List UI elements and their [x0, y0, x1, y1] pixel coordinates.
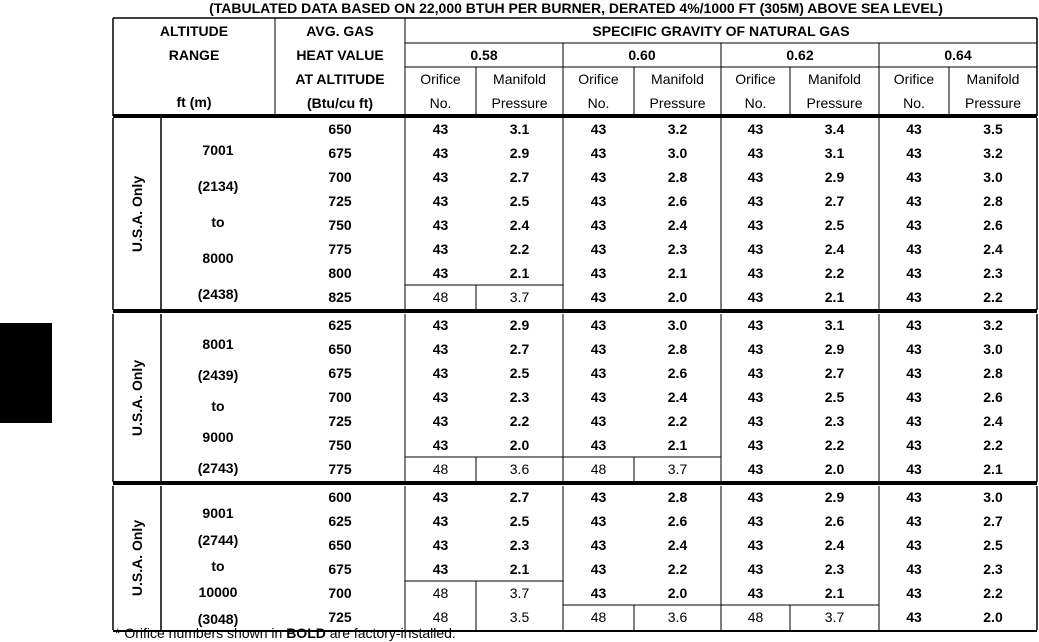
heat-value-cell: 625 [328, 513, 352, 529]
manifold-pressure-cell: 2.8 [667, 489, 688, 505]
heat-value-cell: 825 [328, 289, 352, 305]
altitude-range-text: to [211, 558, 225, 574]
orifice-cell: 43 [590, 513, 607, 529]
altitude-range-text: (3048) [197, 610, 239, 627]
manifold-pressure-cell: 2.0 [509, 437, 530, 453]
table-caption: (TABULATED DATA BASED ON 22,000 BTUH PER BURNER, DERATED 4%/1000 FT (305M) ABOVE SEA LEVEL) [209, 0, 943, 16]
manifold-pressure-cell: 2.4 [509, 217, 530, 233]
heat-value-cell: 600 [328, 489, 352, 505]
manifold-pressure-cell: 2.8 [667, 169, 688, 185]
altitude-range-text: to [211, 398, 225, 414]
manifold-pressure-cell: 2.2 [824, 265, 845, 281]
orifice-cell: 43 [747, 317, 764, 333]
manifold-pressure-cell: 2.1 [509, 561, 530, 577]
manifold-pressure-cell: 2.4 [667, 217, 688, 233]
manifold-pressure-cell: 2.3 [509, 537, 530, 553]
manifold-pressure-cell: 3.7 [509, 289, 530, 305]
altitude-header: RANGE [168, 47, 220, 63]
manifold-pressure-cell: 2.2 [667, 413, 688, 429]
orifice-cell: 43 [906, 265, 922, 281]
orifice-cell: 43 [906, 513, 922, 529]
orifice-cell: 43 [747, 585, 764, 601]
manifold-pressure-cell: 2.3 [983, 265, 1003, 281]
altitude-header: ALTITUDE [159, 23, 229, 39]
heat-value-cell: 725 [328, 413, 352, 429]
heat-value-cell: 700 [328, 389, 352, 405]
altitude-range-text: 8001 [202, 335, 234, 352]
orifice-cell: 43 [590, 145, 607, 161]
manifold-pressure-cell: 2.2 [509, 241, 530, 257]
orifice-header: No. [429, 95, 452, 111]
orifice-cell: 43 [432, 121, 449, 137]
orifice-cell: 48 [432, 461, 449, 477]
manifold-pressure-cell: 2.3 [824, 561, 845, 577]
manifold-pressure-cell: 3.5 [509, 609, 530, 625]
heat-value-cell: 700 [328, 169, 352, 185]
altitude-range-text: (2134) [197, 178, 239, 194]
orifice-cell: 43 [432, 513, 449, 529]
orifice-cell: 43 [906, 461, 922, 477]
manifold-pressure-cell: 2.4 [667, 389, 688, 405]
manifold-pressure-cell: 2.8 [983, 193, 1003, 209]
orifice-cell: 48 [432, 609, 449, 625]
altitude-range-text: (2439) [197, 366, 239, 383]
manifold-pressure-cell: 2.1 [667, 437, 688, 453]
manifold-pressure-cell: 2.0 [667, 289, 688, 305]
orifice-cell: 43 [747, 365, 764, 381]
manifold-pressure-cell: 2.9 [509, 145, 530, 161]
orifice-cell: 43 [747, 241, 764, 257]
orifice-cell: 43 [432, 437, 449, 453]
manifold-pressure-cell: 3.6 [667, 609, 688, 625]
manifold-pressure-cell: 2.4 [983, 413, 1003, 429]
heat-value-header: AVG. GAS [306, 23, 374, 39]
altitude-range-text: (2744) [197, 531, 239, 548]
orifice-cell: 43 [906, 389, 922, 405]
manifold-pressure-cell: 2.6 [824, 513, 845, 529]
specific-gravity-value: 0.60 [628, 47, 656, 63]
manifold-pressure-cell: 3.0 [667, 145, 688, 161]
orifice-cell: 43 [590, 341, 607, 357]
manifold-pressure-cell: 2.5 [824, 389, 845, 405]
manifold-header: Manifold [651, 71, 704, 87]
manifold-pressure-cell: 2.9 [824, 489, 845, 505]
heat-value-cell: 775 [328, 241, 352, 257]
orifice-cell: 43 [747, 169, 764, 185]
heat-value-unit-header: (Btu/cu ft) [306, 95, 374, 111]
orifice-cell: 43 [590, 561, 607, 577]
orifice-cell: 43 [747, 265, 764, 281]
altitude-range-text: 9000 [202, 429, 234, 446]
orifice-cell: 43 [906, 145, 922, 161]
orifice-cell: 43 [590, 585, 607, 601]
manifold-pressure-cell: 2.0 [667, 585, 688, 601]
manifold-pressure-cell: 3.2 [667, 121, 688, 137]
orifice-cell: 43 [906, 121, 922, 137]
manifold-pressure-cell: 2.5 [509, 513, 530, 529]
orifice-cell: 43 [590, 537, 607, 553]
orifice-cell: 43 [590, 317, 607, 333]
orifice-cell: 43 [747, 513, 764, 529]
orifice-cell: 43 [906, 341, 922, 357]
heat-value-cell: 750 [328, 437, 352, 453]
heat-value-cell: 675 [328, 561, 352, 577]
manifold-pressure-cell: 3.7 [824, 609, 845, 625]
altitude-unit-header: ft (m) [176, 94, 212, 110]
manifold-pressure-cell: 2.2 [983, 437, 1003, 453]
footnote-bold-word: BOLD [286, 625, 326, 641]
orifice-header: Orifice [893, 71, 935, 87]
manifold-pressure-cell: 3.7 [667, 461, 688, 477]
manifold-pressure-cell: 2.5 [983, 537, 1003, 553]
manifold-pressure-cell: 2.5 [509, 365, 530, 381]
orifice-cell: 43 [906, 169, 922, 185]
manifold-pressure-cell: 2.8 [983, 365, 1003, 381]
orifice-cell: 43 [906, 217, 922, 233]
manifold-pressure-cell: 2.9 [824, 341, 845, 357]
orifice-cell: 43 [432, 365, 449, 381]
manifold-pressure-cell: 2.4 [824, 241, 845, 257]
orifice-cell: 43 [590, 365, 607, 381]
manifold-header: Pressure [649, 95, 706, 111]
manifold-pressure-cell: 2.7 [509, 341, 530, 357]
manifold-pressure-cell: 2.2 [824, 437, 845, 453]
footnote [115, 624, 456, 642]
manifold-pressure-cell: 2.6 [667, 365, 688, 381]
manifold-header: Pressure [964, 95, 1022, 111]
orifice-cell: 43 [432, 317, 449, 333]
orifice-header: Orifice [735, 71, 776, 87]
orifice-cell: 43 [432, 169, 449, 185]
manifold-pressure-cell: 3.0 [983, 489, 1003, 505]
manifold-pressure-cell: 2.7 [983, 513, 1003, 529]
region-label: U.S.A. Only [129, 519, 145, 597]
orifice-cell: 43 [747, 561, 764, 577]
manifold-pressure-cell: 2.0 [983, 609, 1003, 625]
orifice-cell: 43 [906, 489, 922, 505]
manifold-pressure-cell: 2.6 [667, 193, 688, 209]
orifice-cell: 43 [432, 217, 449, 233]
manifold-pressure-cell: 2.3 [983, 561, 1003, 577]
orifice-cell: 43 [432, 341, 449, 357]
heat-value-cell: 800 [328, 265, 352, 281]
manifold-pressure-cell: 2.2 [667, 561, 688, 577]
manifold-pressure-cell: 2.1 [667, 265, 688, 281]
orifice-cell: 43 [906, 317, 922, 333]
heat-value-header: AT ALTITUDE [295, 71, 385, 87]
orifice-cell: 43 [906, 193, 922, 209]
manifold-pressure-cell: 2.6 [983, 217, 1003, 233]
manifold-pressure-cell: 3.0 [983, 169, 1003, 185]
manifold-pressure-cell: 2.2 [983, 585, 1003, 601]
orifice-header: Orifice [420, 71, 461, 87]
manifold-pressure-cell: 2.7 [509, 169, 530, 185]
orifice-cell: 43 [906, 585, 922, 601]
orifice-cell: 43 [747, 121, 764, 137]
manifold-pressure-cell: 3.0 [983, 341, 1003, 357]
orifice-cell: 48 [432, 289, 449, 305]
manifold-header: Pressure [491, 95, 548, 111]
manifold-pressure-cell: 2.1 [824, 289, 845, 305]
orifice-cell: 43 [747, 461, 764, 477]
manifold-pressure-cell: 3.5 [983, 121, 1003, 137]
orifice-cell: 48 [590, 609, 607, 625]
heat-value-cell: 750 [328, 217, 352, 233]
specific-gravity-header: SPECIFIC GRAVITY OF NATURAL GAS [592, 23, 850, 39]
manifold-pressure-cell: 3.2 [983, 317, 1003, 333]
heat-value-cell: 650 [328, 341, 352, 357]
orifice-cell: 43 [747, 217, 764, 233]
manifold-header: Pressure [806, 95, 863, 111]
altitude-range-text: (2438) [197, 286, 239, 302]
heat-value-cell: 675 [328, 145, 352, 161]
orifice-cell: 43 [432, 389, 449, 405]
specific-gravity-value: 0.64 [944, 47, 972, 63]
orifice-cell: 43 [906, 241, 922, 257]
manifold-pressure-cell: 2.6 [983, 389, 1003, 405]
orifice-header: No. [744, 95, 767, 111]
heat-value-cell: 650 [328, 537, 352, 553]
orifice-cell: 43 [432, 413, 449, 429]
manifold-pressure-cell: 2.4 [983, 241, 1003, 257]
manifold-pressure-cell: 2.1 [983, 461, 1003, 477]
altitude-range-text: 8000 [202, 250, 234, 266]
manifold-pressure-cell: 2.7 [824, 193, 845, 209]
orifice-cell: 43 [590, 489, 607, 505]
manifold-pressure-cell: 3.1 [509, 121, 530, 137]
specific-gravity-value: 0.58 [470, 47, 498, 63]
orifice-cell: 43 [747, 437, 764, 453]
manifold-pressure-cell: 2.1 [824, 585, 845, 601]
footnote-prefix: * Orifice numbers shown in [115, 625, 287, 641]
manifold-pressure-cell: 3.0 [667, 317, 688, 333]
footnote-suffix: are factory-installed. [325, 625, 456, 641]
manifold-pressure-cell: 2.2 [509, 413, 530, 429]
orifice-cell: 43 [906, 537, 922, 553]
manifold-pressure-cell: 2.4 [824, 537, 845, 553]
manifold-pressure-cell: 3.6 [509, 461, 530, 477]
orifice-cell: 48 [590, 461, 607, 477]
manifold-pressure-cell: 2.5 [509, 193, 530, 209]
orifice-cell: 43 [432, 561, 449, 577]
orifice-cell: 43 [432, 241, 449, 257]
orifice-cell: 43 [747, 489, 764, 505]
heat-value-header: HEAT VALUE [296, 47, 384, 63]
heat-value-cell: 725 [328, 609, 352, 625]
altitude-range-text: to [211, 214, 225, 230]
manifold-pressure-cell: 2.7 [509, 489, 530, 505]
manifold-pressure-cell: 2.1 [509, 265, 530, 281]
heat-value-cell: 675 [328, 365, 352, 381]
orifice-cell: 43 [432, 145, 449, 161]
orifice-cell: 43 [590, 289, 607, 305]
manifold-pressure-cell: 2.3 [824, 413, 845, 429]
manifold-pressure-cell: 2.3 [667, 241, 688, 257]
orifice-cell: 43 [747, 193, 764, 209]
manifold-header: Manifold [493, 71, 546, 87]
manifold-pressure-cell: 2.5 [824, 217, 845, 233]
manifold-pressure-cell: 2.3 [509, 389, 530, 405]
manifold-pressure-cell: 2.0 [824, 461, 845, 477]
altitude-range-text: (2743) [197, 460, 239, 477]
specific-gravity-value: 0.62 [786, 47, 814, 63]
region-label: U.S.A. Only [129, 175, 145, 253]
orifice-cell: 43 [906, 413, 922, 429]
orifice-cell: 43 [432, 489, 449, 505]
manifold-pressure-cell: 2.7 [824, 365, 845, 381]
heat-value-cell: 725 [328, 193, 352, 209]
orifice-cell: 43 [747, 389, 764, 405]
orifice-cell: 43 [747, 537, 764, 553]
orifice-cell: 43 [432, 537, 449, 553]
altitude-range-text: 9001 [202, 505, 234, 522]
orifice-cell: 43 [747, 413, 764, 429]
orifice-cell: 43 [906, 561, 922, 577]
orifice-header: Orifice [578, 71, 619, 87]
heat-value-cell: 625 [328, 317, 352, 333]
orifice-cell: 43 [590, 389, 607, 405]
orifice-cell: 43 [747, 289, 764, 305]
manifold-header: Manifold [966, 71, 1020, 87]
orifice-header: No. [903, 95, 925, 111]
orifice-cell: 43 [590, 217, 607, 233]
heat-value-cell: 650 [328, 121, 352, 137]
orifice-header: No. [587, 95, 610, 111]
orifice-cell: 43 [590, 169, 607, 185]
manifold-pressure-cell: 2.9 [509, 317, 530, 333]
orifice-cell: 48 [432, 585, 449, 601]
heat-value-cell: 775 [328, 461, 352, 477]
heat-value-cell: 700 [328, 585, 352, 601]
manifold-pressure-cell: 3.2 [983, 145, 1003, 161]
manifold-pressure-cell: 3.1 [824, 145, 845, 161]
manifold-pressure-cell: 2.8 [667, 341, 688, 357]
orifice-cell: 43 [432, 265, 449, 281]
orifice-cell: 43 [906, 289, 922, 305]
orifice-cell: 43 [590, 265, 607, 281]
orifice-cell: 48 [747, 609, 764, 625]
region-label: U.S.A. Only [129, 359, 145, 437]
orifice-cell: 43 [590, 437, 607, 453]
orifice-cell: 43 [906, 365, 922, 381]
orifice-cell: 43 [590, 413, 607, 429]
manifold-pressure-cell: 3.1 [824, 317, 845, 333]
manifold-pressure-cell: 2.2 [983, 289, 1003, 305]
manifold-pressure-cell: 2.9 [824, 169, 845, 185]
altitude-range-text: 7001 [202, 142, 234, 158]
orifice-cell: 43 [590, 193, 607, 209]
orifice-cell: 43 [590, 241, 607, 257]
orifice-cell: 43 [590, 121, 607, 137]
manifold-pressure-cell: 3.4 [824, 121, 845, 137]
manifold-pressure-cell: 2.6 [667, 513, 688, 529]
manifold-header: Manifold [808, 71, 861, 87]
manifold-pressure-cell: 3.7 [509, 585, 530, 601]
orifice-cell: 43 [432, 193, 449, 209]
orifice-cell: 43 [747, 341, 764, 357]
orifice-cell: 43 [906, 609, 922, 625]
orifice-cell: 43 [906, 437, 922, 453]
manifold-pressure-cell: 2.4 [667, 537, 688, 553]
altitude-range-text: 10000 [198, 584, 238, 601]
orifice-cell: 43 [747, 145, 764, 161]
